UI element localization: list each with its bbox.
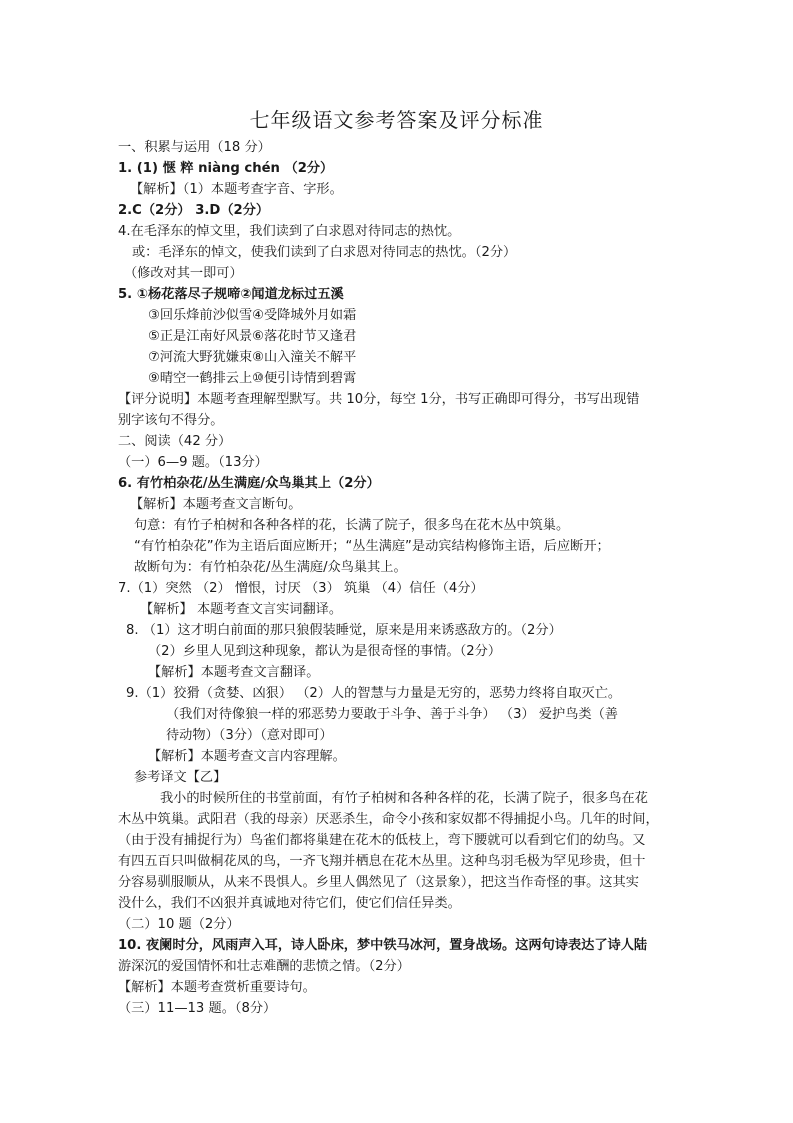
translation-line-5: 分容易驯服顺从，从来不畏惧人。乡里人偶然见了（这景象），把这当作奇怪的事。这其实 xyxy=(118,875,639,890)
q5-line-5: ⑨晴空一鹤排云上⑩便引诗情到碧霄 xyxy=(148,371,357,386)
q9-analysis: 【解析】本题考查文言内容理解。 xyxy=(148,749,346,764)
q8-analysis: 【解析】本题考查文言翻译。 xyxy=(148,665,320,680)
q6-explanation: “有竹柏杂花”作为主语后面应断开；“丛生满庭”是动宾结构修饰主语，后应断开； xyxy=(134,539,610,554)
section-1-heading: 一、积累与运用（18 分） xyxy=(118,140,271,155)
q5-line-2: ③回乐烽前沙似雪④受降城外月如霜 xyxy=(148,308,357,323)
part-1-heading: （一）6—9 题。（13分） xyxy=(118,455,268,470)
q5-scoring-note-cont: 别字该句不得分。 xyxy=(118,413,224,428)
q4-alt-answer: 或：毛泽东的悼文，使我们读到了白求恩对待同志的热忱。（2分） xyxy=(132,245,517,260)
section-2-heading: 二、阅读（42 分） xyxy=(118,434,232,449)
q6-analysis: 【解析】本题考查文言断句。 xyxy=(130,497,302,512)
q4-note: （修改对其一即可） xyxy=(124,266,243,281)
translation-line-2: 木丛中筑巢。武阳君（我的母亲）厌恶杀生，命令小孩和家奴都不得捕捉小鸟。几年的时间， xyxy=(118,812,659,827)
translation-heading: 参考译文【乙】 xyxy=(134,770,227,785)
q9-answer-cont-2: 待动物）（3分）（意对即可） xyxy=(166,728,333,743)
q10-analysis: 【解析】本题考查赏析重要诗句。 xyxy=(118,980,316,995)
part-3-heading: （三）11—13 题。（8分） xyxy=(118,1001,277,1016)
translation-line-1: 我小的时候所住的书堂前面，有竹子柏树和各种各样的花，长满了院子，很多鸟在花 xyxy=(160,791,648,806)
translation-line-4: 有四五百只叫做桐花凤的鸟，一齐飞翔并栖息在花木丛里。这种鸟羽毛极为罕见珍贵，但十 xyxy=(118,854,646,869)
q5-line-4: ⑦河流大野犹嫌束⑧山入潼关不解平 xyxy=(148,350,357,365)
q10-answer-cont: 游深沉的爱国情怀和壮志难酬的悲愤之情。（2分） xyxy=(118,959,410,974)
part-2-heading: （二）10 题（2分） xyxy=(118,917,240,932)
q6-meaning: 句意：有竹子柏树和各种各样的花，长满了院子，很多鸟在花木丛中筑巢。 xyxy=(134,518,570,533)
document-title: 七年级语文参考答案及评分标准 xyxy=(249,108,544,132)
q5-line-1: 5. ①杨花落尽子规啼②闻道龙标过五溪 xyxy=(118,287,344,302)
q5-scoring-note: 【评分说明】本题考查理解型默写。共 10分，每空 1分，书写正确即可得分，书写出现错 xyxy=(118,392,640,407)
q8-answer-2: （2）乡里人见到这种现象，都认为是很奇怪的事情。（2分） xyxy=(148,644,502,659)
translation-line-6: 没什么，我们不凶狠并真诚地对待它们，使它们信任异类。 xyxy=(118,896,461,911)
translation-line-3: （由于没有捕捉行为）鸟雀们都将巢建在花木的低枝上，弯下腰就可以看到它们的幼鸟。又 xyxy=(118,833,646,848)
q1-analysis: 【解析】（1）本题考查字音、字形。 xyxy=(130,182,343,197)
q4-answer: 4.在毛泽东的悼文里，我们读到了白求恩对待同志的热忱。 xyxy=(118,224,461,239)
q6-answer: 6. 有竹柏杂花/丛生满庭/众鸟巢其上（2分） xyxy=(118,476,380,491)
q7-answer: 7.（1）突然 （2） 憎恨，讨厌 （3） 筑巢 （4）信任（4分） xyxy=(118,581,484,596)
q1-answer: 1. (1) 惬 粹 niàng chén （2分） xyxy=(118,161,334,176)
q10-answer: 10. 夜阑时分，风雨声入耳，诗人卧床，梦中铁马冰河，置身战场。这两句诗表达了诗人陆 xyxy=(118,938,648,953)
q9-answer: 9.（1）狡猾（贪婪、凶狠） （2）人的智慧与力量是无穷的，恶势力终将自取灭亡。 xyxy=(126,686,622,701)
q7-analysis: 【解析】 本题考查文言实词翻译。 xyxy=(140,602,343,617)
q5-line-3: ⑤正是江南好风景⑥落花时节又逢君 xyxy=(148,329,357,344)
q8-answer-1: 8. （1）这才明白前面的那只狼假装睡觉，原来是用来诱惑敌方的。（2分） xyxy=(126,623,562,638)
q9-answer-cont: （我们对待像狼一样的邪恶势力要敢于斗争、善于斗争） （3） 爱护鸟类（善 xyxy=(166,707,618,722)
q2-q3-answer: 2.C（2分） 3.D（2分） xyxy=(118,203,270,218)
q6-conclusion: 故断句为：有竹柏杂花/丛生满庭/众鸟巢其上。 xyxy=(134,560,407,575)
